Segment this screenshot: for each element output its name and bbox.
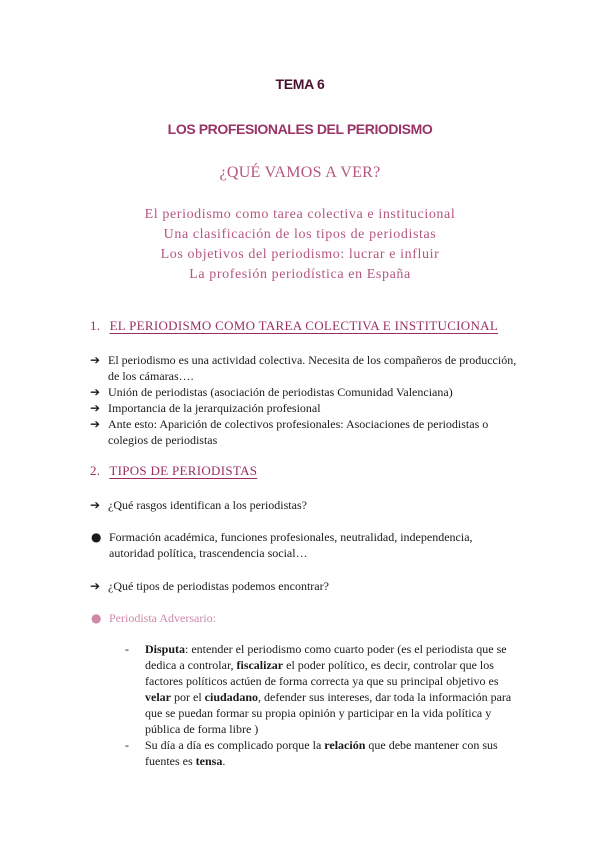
arrow-icon: ➔ <box>90 498 101 512</box>
arrow-icon: ➔ <box>90 579 101 593</box>
adversario-details <box>125 641 520 769</box>
topic-item: La profesión periodística en España <box>189 267 411 282</box>
section-title: TIPOS DE PERIODISTAS <box>109 463 258 478</box>
bullet-icon: ● <box>91 611 102 625</box>
arrow-icon: ➔ <box>90 417 101 431</box>
section-number: 1. <box>90 318 101 333</box>
arrow-icon: ➔ <box>90 401 101 415</box>
topic-item: Los objetivos del periodismo: lucrar e influir <box>160 247 440 262</box>
section-1-list <box>90 352 520 448</box>
topic-item: Una clasificación de los tipos de periodistas <box>163 227 437 242</box>
topic-item: El periodismo como tarea colectiva e institucional <box>144 207 456 222</box>
section-title: EL PERIODISMO COMO TAREA COLECTIVA E INSTITUCIONAL <box>109 318 499 333</box>
question-2 <box>90 578 520 594</box>
dash-icon: - <box>125 642 129 656</box>
detail-text: Su día a día es complicado porque la relación que debe mantener con sus fuentes es tensa. <box>145 738 498 768</box>
list-item: ➔ Ante esto: Aparición de colectivos profesionales: Asociaciones de periodistas o colegios de periodistas <box>90 417 489 447</box>
dash-icon: - <box>125 738 129 752</box>
traits-bullet <box>90 529 520 561</box>
arrow-icon: ➔ <box>90 385 101 399</box>
list-item: ➔ El periodismo es una actividad colectiva. Necesita de los compañeros de producción, de los cámaras…. <box>90 353 517 383</box>
list-item: ➔ ¿Qué rasgos identifican a los periodistas? <box>90 498 307 512</box>
list-item: ➔ ¿Qué tipos de periodistas podemos encontrar? <box>90 579 329 593</box>
list-item: ● Formación académica, funciones profesionales, neutralidad, independencia, autoridad política, trascendencia social… <box>91 530 473 560</box>
bullet-icon: ● <box>91 530 102 544</box>
topics-list <box>0 205 600 285</box>
overview-heading: ¿QUÉ VAMOS A VER? <box>219 164 381 181</box>
question-1 <box>90 497 520 513</box>
arrow-icon: ➔ <box>90 353 101 367</box>
chapter-title: LOS PROFESIONALES DEL PERIODISMO <box>167 121 433 137</box>
list-item: ➔ Unión de periodistas (asociación de periodistas Comunidad Valenciana) <box>90 385 453 399</box>
list-item: ➔ Importancia de la jerarquización profesional <box>90 401 321 415</box>
list-item <box>125 641 520 737</box>
section-1-heading <box>90 318 498 334</box>
chapter-label: TEMA 6 <box>275 76 325 92</box>
type-adversario <box>90 610 520 626</box>
list-item <box>125 737 520 769</box>
list-item: ● Periodista Adversario: <box>91 611 216 625</box>
section-2-heading <box>90 463 257 479</box>
section-number: 2. <box>90 463 101 478</box>
detail-text: Disputa: entender el periodismo como cuarto poder (es el periodista que se dedica a controlar, fiscalizar el poder político, es decir, controlar que los factores políticos actúen de forma correcta ya que su principal objetivo es velar por el ciudadano, defender sus intereses, dar toda la información para que se puedan formar su propia opinión y participar en la vida política y pública de forma libre ) <box>145 642 512 736</box>
